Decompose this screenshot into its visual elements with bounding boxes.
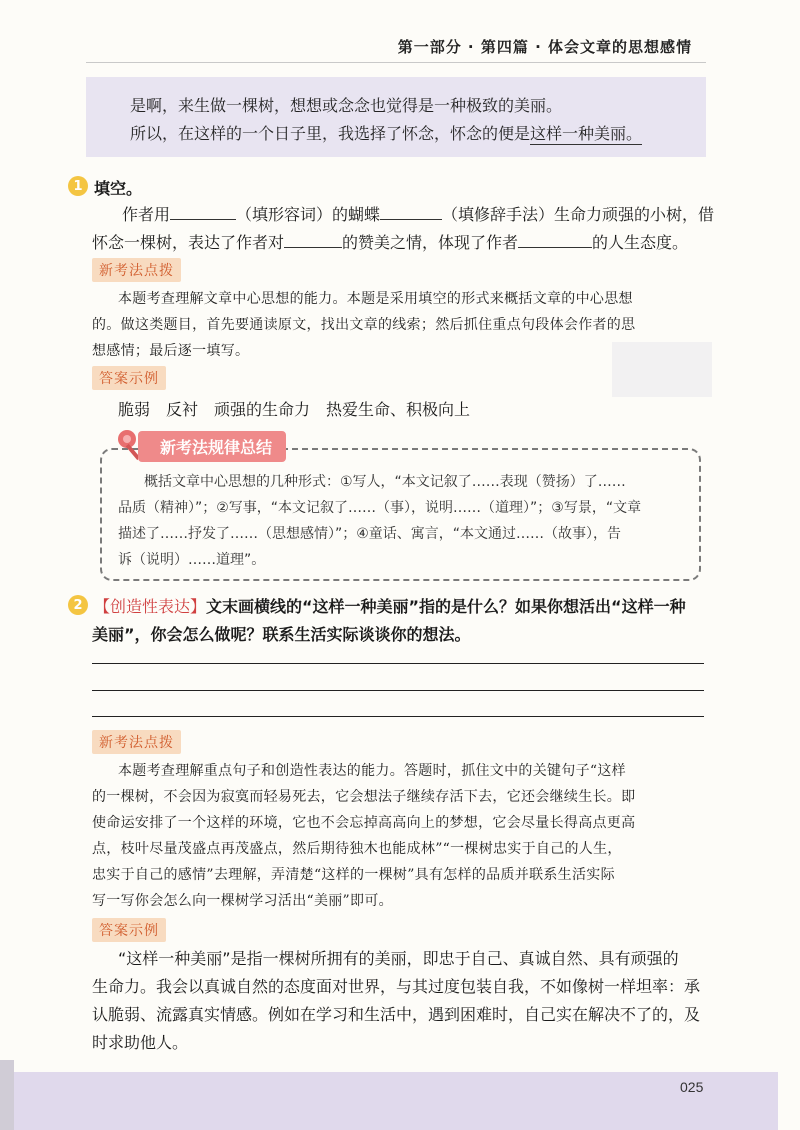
q1-tip-label: 新考法点拨 (92, 258, 181, 282)
law-title-text: 新考法规律总结 (138, 431, 286, 462)
question-2-prompt: 文末画横线的“这样一种美丽”指的是什么？如果你想活出“这样一种 (206, 597, 686, 616)
q1-text-a: 作者用 (122, 205, 171, 224)
footer-band (10, 1072, 778, 1130)
q2-tip-line-2: 的一棵树，不会因为寂寞而轻易死去，它会想法子继续存活下去，它还会继续生长。即 (92, 789, 636, 805)
q1-tip-line-3: 想感情；最后逐一填写。 (92, 343, 250, 359)
q1-text-c: （填修辞手法）生命力顽强的小树，借 (442, 205, 715, 224)
question-2-title-line-2: 美丽”，你会怎么做呢？联系生活实际谈谈你的想法。 (92, 625, 471, 644)
quote-line-1: 是啊，来生做一棵树，想想或念念也觉得是一种极致的美丽。 (130, 96, 563, 115)
quote-underlined-phrase: 这样一种美丽。 (530, 124, 643, 143)
q1-text-f: 的人生态度。 (592, 233, 689, 252)
q2-tip-line-4: 点，枝叶尽量茂盛点再茂盛点，然后期待独木也能成林”“一棵树忠实于自己的人生， (92, 841, 622, 857)
answer-writing-line-3[interactable] (92, 716, 704, 717)
q2-tip-line-5: 忠实于自己的感情”去理解，弄清楚“这样的一棵树”具有怎样的品质并联系生活实际 (92, 867, 615, 883)
law-line-4: 诉（说明）……道理”。 (118, 552, 266, 568)
q1-blank-1[interactable] (170, 205, 236, 220)
q2-answer-label: 答案示例 (92, 918, 166, 942)
q2-tip-line-3: 使命运安排了一个这样的环境，它也不会忘掉高高向上的梦想，它会尽量长得高点更高 (92, 815, 636, 831)
law-title (138, 432, 286, 460)
quote-line-2-prefix: 所以，在这样的一个日子里，我选择了怀念，怀念的便是 (130, 124, 531, 143)
q1-blank-4[interactable] (518, 233, 592, 248)
answer-writing-line-1[interactable] (92, 663, 704, 664)
q2-answer-line-2: 生命力。我会以真诚自然的态度面对世界，与其过度包装自我，不如像树一样坦率：承 (92, 977, 701, 996)
question-2-number: 2 (68, 595, 88, 615)
q1-text-e: 的赞美之情，体现了作者 (342, 233, 519, 252)
question-1-title: 填空。 (94, 179, 143, 198)
answer-writing-line-2[interactable] (92, 690, 704, 691)
q1-text-d: 怀念一棵树，表达了作者对 (92, 233, 285, 252)
q2-answer-line-4: 时求助他人。 (92, 1033, 189, 1052)
q2-answer-line-3: 认脆弱、流露真实情感。例如在学习和生活中，遇到困难时，自己实在解决不了的，及 (92, 1005, 701, 1024)
question-1-line-2 (92, 230, 688, 253)
q1-blank-3[interactable] (284, 233, 342, 248)
question-1-line-1 (122, 202, 714, 225)
law-line-3: 描述了……抒发了……（思想感情）”；④童话、寓言，“本文通过……（故事），告 (118, 526, 622, 542)
q1-answer: 脆弱 反衬 顽强的生命力 热爱生命、积极向上 (118, 400, 471, 419)
page-edge-shadow (0, 1060, 14, 1130)
q1-blank-2[interactable] (380, 205, 442, 220)
header-divider (86, 62, 706, 63)
q1-text-b: （填形容词）的蝴蝶 (236, 205, 381, 224)
page-header: 第一部分 · 第四篇 · 体会文章的思想感情 (397, 38, 692, 56)
page-shade (612, 342, 712, 397)
q1-tip-line-2: 的。做这类题目，首先要通读原文，找出文章的线索；然后抓住重点句段体会作者的思 (92, 317, 636, 333)
q1-tip-line-1: 本题考查理解文章中心思想的能力。本题是采用填空的形式来概括文章的中心思想 (118, 291, 633, 307)
question-2-tag: 【创造性表达】 (94, 597, 207, 616)
page-number: 025 (680, 1079, 704, 1095)
q1-answer-label: 答案示例 (92, 366, 166, 390)
law-line-2: 品质（精神）”；②写事，“本文记叙了……（事），说明……（道理）”；③写景，“文章 (118, 500, 642, 516)
q2-tip-label: 新考法点拨 (92, 730, 181, 754)
quote-box (86, 77, 706, 157)
q2-tip-line-6: 写一写你会怎么向一棵树学习活出“美丽”即可。 (92, 893, 393, 909)
q2-tip-line-1: 本题考查理解重点句子和创造性表达的能力。答题时，抓住文中的关键句子“这样 (118, 763, 626, 779)
question-2-title-line-1 (94, 594, 686, 617)
law-line-1: 概括文章中心思想的几种形式：①写人，“本文记叙了……表现（赞扬）了…… (144, 474, 626, 490)
q2-answer-line-1: “这样一种美丽”是指一棵树所拥有的美丽，即忠于自己、真诚自然、具有顽强的 (118, 949, 679, 968)
question-1-number: 1 (68, 176, 88, 196)
quote-line-2 (130, 121, 642, 144)
